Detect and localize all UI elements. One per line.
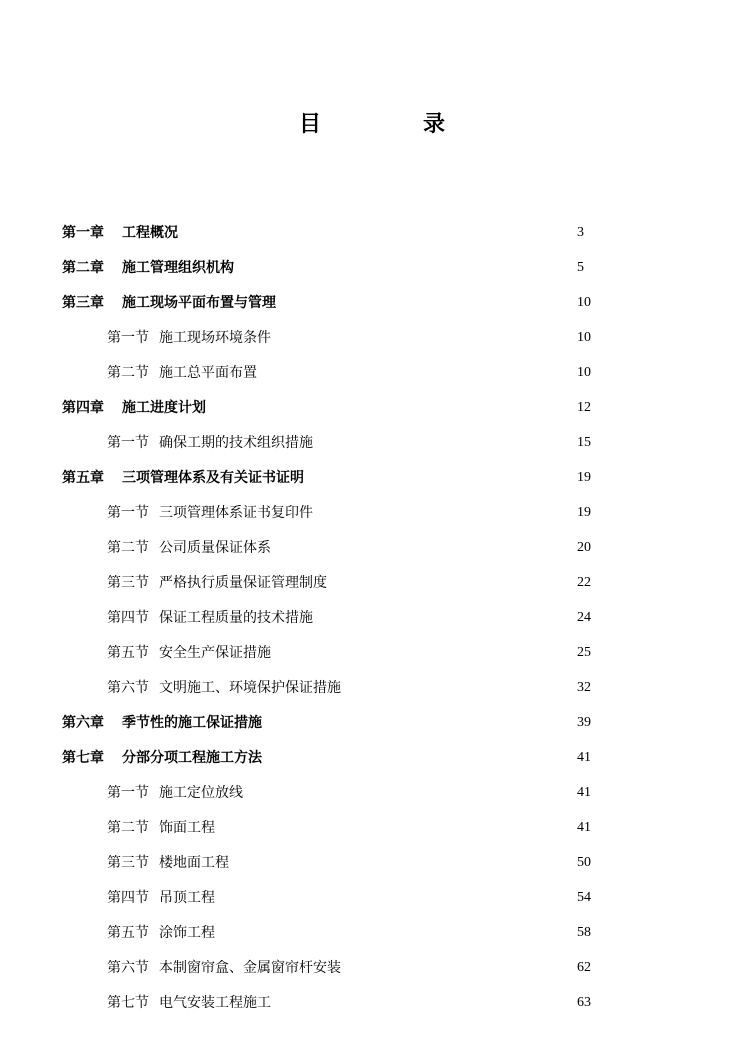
- toc-entry-number: 第六章: [62, 715, 104, 731]
- toc-entry-title: 施工现场平面布置与管理: [122, 295, 276, 311]
- toc-entry-title: 楼地面工程: [159, 855, 229, 871]
- toc-entry-label: [62, 253, 234, 283]
- toc-section-entry: [0, 603, 744, 638]
- toc-entry-label: [107, 883, 215, 913]
- toc-entry-label: [107, 498, 313, 528]
- toc-entry-title: 严格执行质量保证管理制度: [159, 575, 327, 591]
- toc-page-number: 62: [577, 960, 591, 975]
- toc-entry-label: [107, 673, 341, 703]
- toc-page-number: 5: [577, 260, 584, 275]
- toc-entry-title: 施工进度计划: [122, 400, 206, 416]
- toc-page-number: 10: [577, 295, 591, 310]
- toc-page-number: 12: [577, 400, 591, 415]
- toc-entry-title: 确保工期的技术组织措施: [159, 435, 313, 451]
- toc-entry-number: 第五节: [107, 645, 149, 661]
- toc-section-entry: [0, 358, 744, 393]
- toc-chapter-entry: [0, 743, 744, 778]
- toc-entry-label: [107, 428, 313, 458]
- toc-chapter-entry: [0, 218, 744, 253]
- toc-page-number: 32: [577, 680, 591, 695]
- toc-chapter-entry: [0, 708, 744, 743]
- toc-entry-label: [107, 988, 271, 1018]
- toc-entry-number: 第三章: [62, 295, 104, 311]
- toc-page-number: 41: [577, 785, 591, 800]
- toc-entry-number: 第一节: [107, 505, 149, 521]
- toc-entry-number: 第二章: [62, 260, 104, 276]
- toc-entry-number: 第七章: [62, 750, 104, 766]
- toc-entry-label: [107, 638, 271, 668]
- toc-entry-title: 施工现场环境条件: [159, 330, 271, 346]
- toc-chapter-entry: [0, 288, 744, 323]
- toc-page-number: 10: [577, 330, 591, 345]
- toc-entry-number: 第四节: [107, 610, 149, 626]
- toc-entry-label: [62, 218, 178, 248]
- toc-page-number: 58: [577, 925, 591, 940]
- toc-entry-label: [107, 603, 313, 633]
- toc-entry-label: [107, 953, 341, 983]
- toc-section-entry: [0, 848, 744, 883]
- toc-entry-label: [107, 813, 215, 843]
- toc-page-number: 24: [577, 610, 591, 625]
- toc-entry-title: 涂饰工程: [159, 925, 215, 941]
- toc-section-entry: [0, 918, 744, 953]
- toc-entry-label: [107, 533, 271, 563]
- page-title: 目 录: [298, 112, 485, 137]
- toc-entry-number: 第六节: [107, 680, 149, 696]
- toc-entry-title: 文明施工、环境保护保证措施: [159, 680, 341, 696]
- toc-page-number: 20: [577, 540, 591, 555]
- toc-chapter-entry: [0, 253, 744, 288]
- toc-entry-title: 三项管理体系及有关证书证明: [122, 470, 304, 486]
- toc-section-entry: [0, 813, 744, 848]
- toc-entry-number: 第一章: [62, 225, 104, 241]
- toc-entry-title: 安全生产保证措施: [159, 645, 271, 661]
- toc-section-entry: [0, 988, 744, 1023]
- toc-page-number: 39: [577, 715, 591, 730]
- toc-page-number: 50: [577, 855, 591, 870]
- toc-section-entry: [0, 533, 744, 568]
- toc-entry-number: 第一节: [107, 330, 149, 346]
- toc-page-number: 19: [577, 505, 591, 520]
- toc-section-entry: [0, 568, 744, 603]
- toc-entry-title: 施工管理组织机构: [122, 260, 234, 276]
- toc-entry-number: 第二节: [107, 820, 149, 836]
- toc-section-entry: [0, 428, 744, 463]
- toc-chapter-entry: [0, 463, 744, 498]
- toc-entry-label: [107, 358, 257, 388]
- toc-entry-label: [62, 708, 262, 738]
- toc-entry-title: 电气安装工程施工: [159, 995, 271, 1011]
- toc-entry-title: 施工定位放线: [159, 785, 243, 801]
- toc-page-number: 25: [577, 645, 591, 660]
- toc-entry-title: 施工总平面布置: [159, 365, 257, 381]
- toc-section-entry: [0, 323, 744, 358]
- toc-page-number: 22: [577, 575, 591, 590]
- toc-entry-number: 第三节: [107, 575, 149, 591]
- toc-entry-title: 吊顶工程: [159, 890, 215, 906]
- toc-entry-title: 分部分项工程施工方法: [122, 750, 262, 766]
- toc-entry-number: 第二节: [107, 540, 149, 556]
- toc-page-number: 54: [577, 890, 591, 905]
- toc-entry-number: 第一节: [107, 435, 149, 451]
- toc-entry-title: 季节性的施工保证措施: [122, 715, 262, 731]
- toc-entry-label: [107, 918, 215, 948]
- toc-page-number: 41: [577, 750, 591, 765]
- table-of-contents: [0, 218, 744, 1023]
- toc-entry-label: [62, 288, 276, 318]
- toc-entry-label: [62, 393, 206, 423]
- toc-section-entry: [0, 883, 744, 918]
- toc-section-entry: [0, 638, 744, 673]
- toc-entry-number: 第五章: [62, 470, 104, 486]
- toc-entry-number: 第二节: [107, 365, 149, 381]
- toc-page-number: 63: [577, 995, 591, 1010]
- toc-entry-number: 第六节: [107, 960, 149, 976]
- toc-entry-number: 第七节: [107, 995, 149, 1011]
- toc-entry-title: 工程概况: [122, 225, 178, 241]
- toc-chapter-entry: [0, 393, 744, 428]
- toc-entry-label: [107, 568, 327, 598]
- toc-page-number: 19: [577, 470, 591, 485]
- toc-entry-number: 第三节: [107, 855, 149, 871]
- toc-entry-label: [62, 743, 262, 773]
- toc-entry-label: [107, 323, 271, 353]
- toc-entry-number: 第五节: [107, 925, 149, 941]
- toc-entry-title: 保证工程质量的技术措施: [159, 610, 313, 626]
- toc-entry-number: 第一节: [107, 785, 149, 801]
- toc-section-entry: [0, 953, 744, 988]
- toc-entry-title: 饰面工程: [159, 820, 215, 836]
- toc-entry-title: 公司质量保证体系: [159, 540, 271, 556]
- toc-page-number: 3: [577, 225, 584, 240]
- toc-entry-title: 本制窗帘盒、金属窗帘杆安装: [159, 960, 341, 976]
- toc-entry-title: 三项管理体系证书复印件: [159, 505, 313, 521]
- toc-section-entry: [0, 673, 744, 708]
- toc-entry-label: [62, 463, 304, 493]
- toc-section-entry: [0, 778, 744, 813]
- toc-entry-number: 第四节: [107, 890, 149, 906]
- toc-page-number: 15: [577, 435, 591, 450]
- toc-page-number: 10: [577, 365, 591, 380]
- toc-entry-label: [107, 778, 243, 808]
- toc-section-entry: [0, 498, 744, 533]
- toc-entry-number: 第四章: [62, 400, 104, 416]
- toc-entry-label: [107, 848, 229, 878]
- toc-page-number: 41: [577, 820, 591, 835]
